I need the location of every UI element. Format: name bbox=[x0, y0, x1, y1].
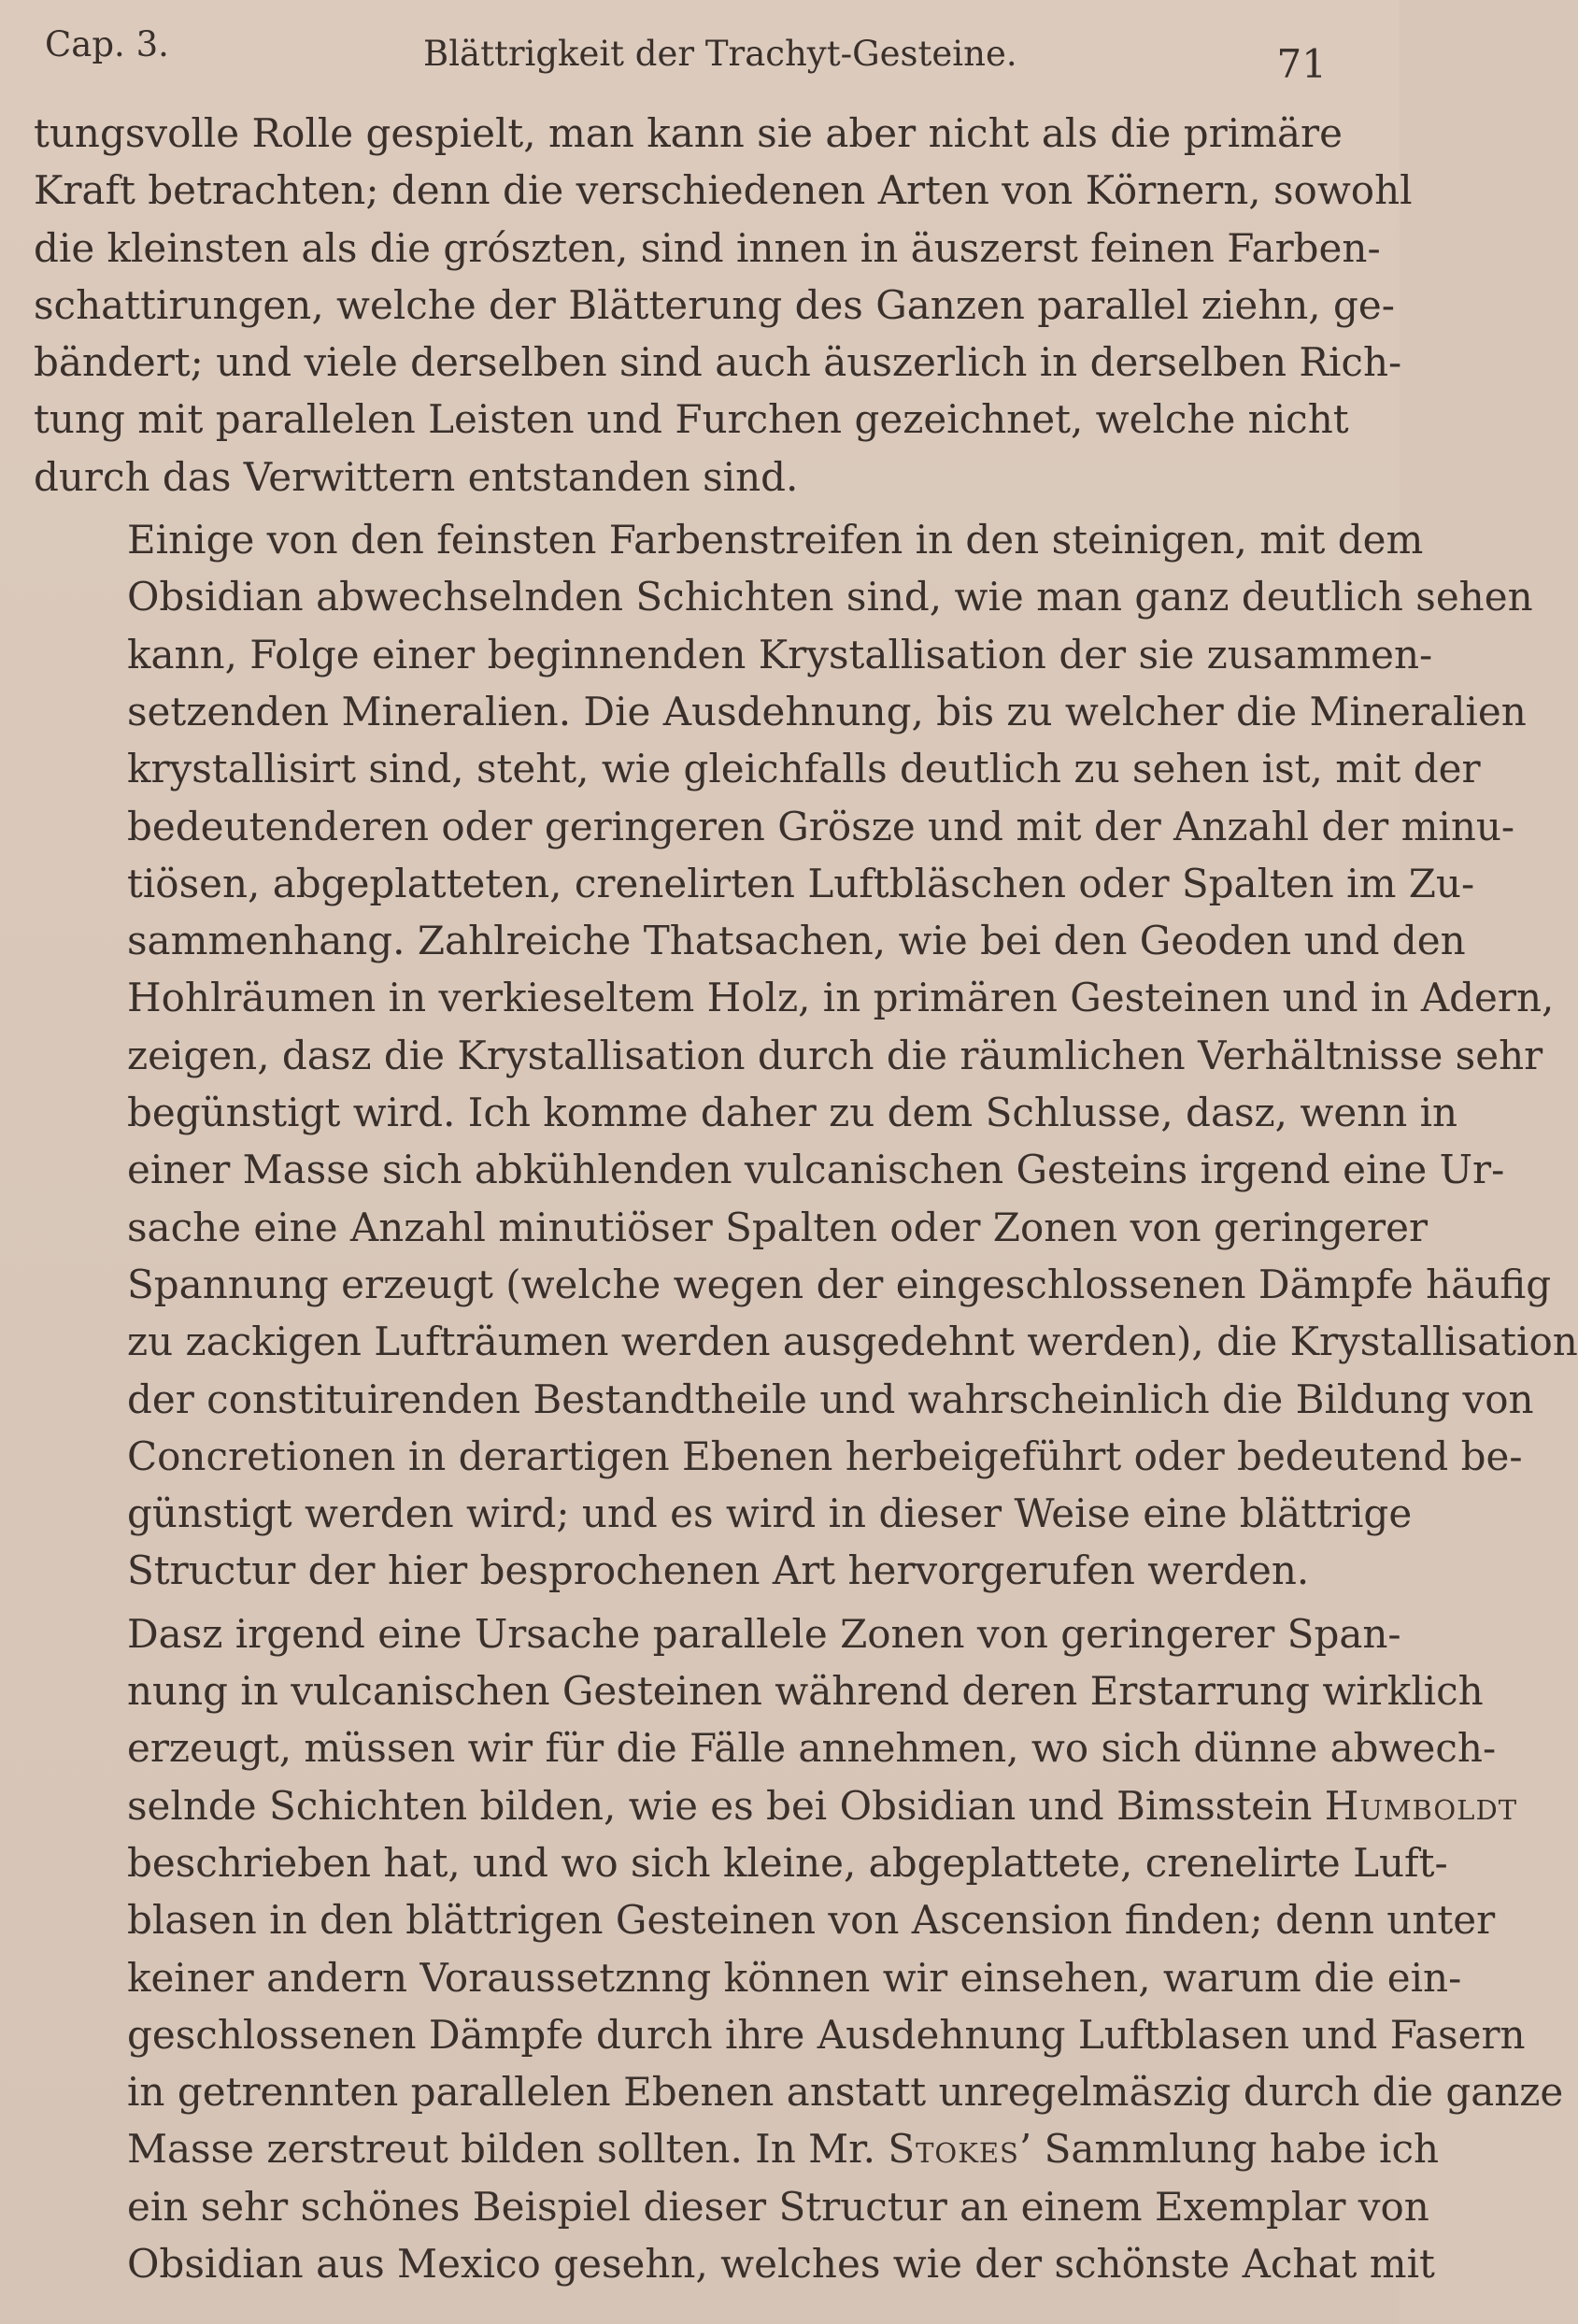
text-line: Structur der hier besprochenen Art hervorgerufen werden. bbox=[127, 1547, 1310, 1594]
text-line: Hohlräumen in verkieseltem Holz, in primären Gesteinen und in Adern, bbox=[127, 975, 1555, 1021]
text-fragment: selnde Schichten bilden, wie es bei Obsidian und Bimsstein bbox=[127, 1782, 1313, 1829]
text-line: begünstigt wird. Ich komme daher zu dem Schlusse, dasz, wenn in bbox=[127, 1090, 1458, 1136]
page-number: 71 bbox=[1276, 41, 1327, 87]
text-line: die kleinsten als die grószten, sind innen in äuszerst feinen Farben- bbox=[34, 224, 1381, 271]
text-line-with-name bbox=[34, 1777, 1518, 1834]
text-line: einer Masse sich abkühlenden vulcanischen Gesteins irgend eine Ur- bbox=[127, 1147, 1505, 1193]
text-line: tungsvolle Rolle gespielt, man kann sie aber nicht als die primäre bbox=[34, 110, 1343, 156]
text-line: geschlossenen Dämpfe durch ihre Ausdehnung Luftblasen und Fasern bbox=[127, 2011, 1526, 2058]
text-line: setzenden Mineralien. Die Ausdehnung, bis zu welcher die Mineralien bbox=[127, 688, 1527, 734]
text-line: bedeutenderen oder geringeren Grösze und mit der Anzahl der minu- bbox=[127, 803, 1515, 849]
text-line: Obsidian abwechselnden Schichten sind, wie man ganz deutlich sehen bbox=[127, 574, 1533, 620]
text-line-with-name bbox=[34, 2120, 1440, 2177]
running-title: Blättrigkeit der Trachyt-Gesteine. bbox=[423, 34, 1017, 74]
text-line: in getrennten parallelen Ebenen anstatt unregelmäszig durch die ganze bbox=[127, 2069, 1564, 2116]
text-line: keiner andern Voraussetznng können wir einsehen, warum die ein- bbox=[127, 1954, 1462, 2001]
text-line: zeigen, dasz die Krystallisation durch die räumlichen Verhältnisse sehr bbox=[127, 1032, 1543, 1078]
text-line: ein sehr schönes Beispiel dieser Structur an einem Exemplar von bbox=[127, 2183, 1429, 2230]
text-line: blasen in den blättrigen Gesteinen von Ascension finden; denn unter bbox=[127, 1897, 1496, 1944]
author-name-humboldt: Humboldt bbox=[1324, 1782, 1518, 1829]
text-line: Kraft betrachten; denn die verschiedenen Arten von Körnern, sowohl bbox=[34, 167, 1413, 214]
text-line: Dasz irgend eine Ursache parallele Zonen von geringerer Span- bbox=[127, 1610, 1401, 1657]
paragraph-2 bbox=[34, 511, 1578, 1600]
text-line: Obsidian aus Mexico gesehn, welches wie der schönste Achat mit bbox=[127, 2240, 1435, 2287]
text-line: tiösen, abgeplatteten, crenelirten Luftbläschen oder Spalten im Zu- bbox=[127, 860, 1475, 906]
text-line: zu zackigen Lufträumen werden ausgedehnt werden), die Krystallisation bbox=[127, 1319, 1578, 1365]
text-line: beschrieben hat, und wo sich kleine, abgeplattete, crenelirte Luft- bbox=[127, 1839, 1448, 1886]
text-line: krystallisirt sind, steht, wie gleichfalls deutlich zu sehen ist, mit der bbox=[127, 746, 1481, 792]
main-text bbox=[34, 105, 1578, 2292]
text-line: sache eine Anzahl minutiöser Spalten oder Zonen von geringerer bbox=[127, 1204, 1429, 1250]
paragraph-1 bbox=[34, 105, 1413, 506]
text-line: kann, Folge einer beginnenden Krystallisation der sie zusammen- bbox=[127, 631, 1433, 677]
paragraph-3 bbox=[34, 1605, 1564, 2293]
text-line: schattirungen, welche der Blätterung des Ganzen parallel ziehn, ge- bbox=[34, 281, 1395, 328]
text-line: sammenhang. Zahlreiche Thatsachen, wie bei den Geoden und den bbox=[127, 918, 1466, 964]
text-line: tung mit parallelen Leisten und Furchen gezeichnet, welche nicht bbox=[34, 396, 1349, 443]
text-line: bändert; und viele derselben sind auch äuszerlich in derselben Rich- bbox=[34, 339, 1402, 386]
running-header bbox=[45, 21, 1327, 86]
text-line: nung in vulcanischen Gesteinen während deren Erstarrung wirklich bbox=[127, 1668, 1484, 1715]
text-line: Spannung erzeugt (welche wegen der eingeschlossenen Dämpfe häufig bbox=[127, 1261, 1552, 1307]
text-fragment: ’ Sammlung habe ich bbox=[1018, 2126, 1440, 2173]
text-line: der constituirenden Bestandtheile und wahrscheinlich die Bildung von bbox=[127, 1376, 1534, 1422]
text-fragment: Masse zerstreut bilden sollten. In Mr. bbox=[127, 2126, 875, 2173]
text-line: erzeugt, müssen wir für die Fälle annehmen, wo sich dünne abwech- bbox=[127, 1725, 1497, 1772]
text-line: durch das Verwittern entstanden sind. bbox=[34, 453, 799, 500]
chapter-label: Cap. 3. bbox=[45, 24, 169, 64]
author-name-stokes: Stokes bbox=[888, 2126, 1019, 2173]
text-line: Einige von den feinsten Farbenstreifen in den steinigen, mit dem bbox=[127, 517, 1424, 563]
text-line: Concretionen in derartigen Ebenen herbeigeführt oder bedeutend be- bbox=[127, 1433, 1523, 1479]
text-line: günstigt werden wird; und es wird in dieser Weise eine blättrige bbox=[127, 1490, 1413, 1537]
